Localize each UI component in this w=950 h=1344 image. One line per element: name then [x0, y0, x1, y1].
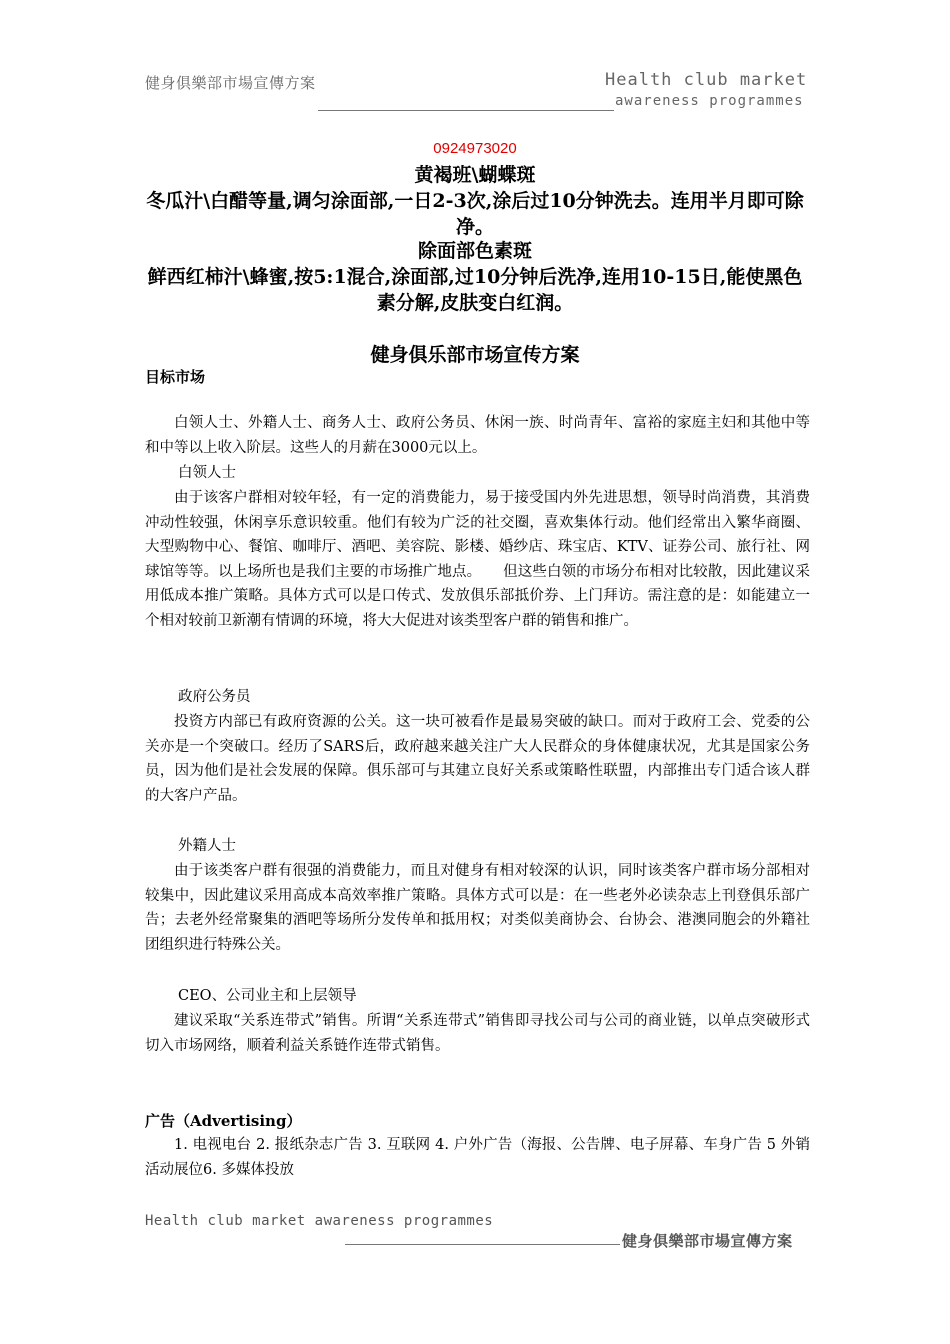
note-heading-1: 黄褐班\蝴蝶斑	[414, 164, 536, 186]
government-label: 政府公务员	[178, 689, 251, 705]
note-text-2: 鲜西红柿汁\蜂蜜,按5:1混合,涂面部,过10分钟后洗净,连用10-15日,能使黑色素分解,皮肤变白红润。	[147, 266, 803, 314]
note-heading-2: 除面部色素斑	[417, 240, 532, 262]
target-market-heading: 目标市场	[145, 368, 206, 386]
footer-title-en: Health club market awareness programmes	[145, 1213, 494, 1229]
ceo-paragraph: 建议采取“关系连带式”销售。所谓“关系连带式”销售即寻找公司与公司的商业链，以单点突破形式切入市场网络，顺着利益关系链作连带式销售。	[145, 1013, 810, 1054]
header-title-en-line2: awareness programmes	[615, 93, 804, 109]
header-rule	[318, 110, 614, 111]
white-collar-label: 白领人士	[178, 465, 236, 481]
note-text-1: 冬瓜汁\白醋等量,调匀涂面部,一日2-3次,涂后过10分钟洗去。连用半月即可除净。	[146, 190, 804, 238]
document-title: 健身俱乐部市场宣传方案	[370, 344, 580, 366]
advertising-paragraph: 1. 电视电台 2. 报纸杂志广告 3. 互联网 4. 户外广告（海报、公告牌、电子屏幕、车身广告 5 外销活动展位6. 多媒体投放	[145, 1137, 810, 1178]
ceo-label: CEO、公司业主和上层领导	[178, 988, 357, 1004]
footer-title-cn: 健身俱樂部市場宣傳方案	[622, 1232, 793, 1250]
header-title-en-line1: Health club market	[605, 70, 808, 90]
footer-rule	[345, 1244, 620, 1245]
advertising-heading: 广告（Advertising）	[145, 1112, 302, 1130]
foreign-label: 外籍人士	[178, 838, 236, 854]
foreign-paragraph: 由于该类客户群有很强的消费能力，而且对健身有相对较深的认识，同时该类客户群市场分部相对较集中，因此建议采用高成本高效率推广策略。具体方式可以是：在一些老外必读杂志上刊登俱乐部广告；去老外经常聚集的酒吧等场所分发传单和抵用权；对类似美商协会、台协会、港澳同胞会的外籍社团组织进行特殊公关。	[145, 863, 810, 953]
intro-paragraph: 白领人士、外籍人士、商务人士、政府公务员、休闲一族、时尚青年、富裕的家庭主妇和其他中等和中等以上收入阶层。这些人的月薪在3000元以上。	[145, 415, 810, 456]
header-title-cn: 健身俱樂部市場宣傳方案	[145, 74, 316, 92]
government-paragraph: 投资方内部已有政府资源的公关。这一块可被看作是最易突破的缺口。而对于政府工会、党委的公关亦是一个突破口。经历了SARS后，政府越来越关注广大人民群众的身体健康状况，尤其是国家公务员，因为他们是社会发展的保障。俱乐部可与其建立良好关系或策略性联盟，内部推出专门适合该人群的大客户产品。	[145, 714, 810, 804]
white-collar-paragraph: 由于该客户群相对较年轻，有一定的消费能力，易于接受国内外先进思想，领导时尚消费，其消费冲动性较强，休闲享乐意识较重。他们有较为广泛的社交圈，喜欢集体行动。他们经常出入繁华商圈、大型购物中心、餐馆、咖啡厅、酒吧、美容院、影楼、婚纱店、珠宝店、KTV、证券公司、旅行社、网球馆等等。以上场所也是我们主要的市场推广地点。 但这些白领的市场分布相对比较散，因此建议采用低成本推广策略。具体方式可以是口传式、发放俱乐部抵价券、上门拜访。需注意的是：如能建立一个相对较前卫新潮有情调的环境，将大大促进对该类型客户群的销售和推广。	[145, 490, 810, 629]
phone-number: 0924973020	[433, 140, 517, 157]
